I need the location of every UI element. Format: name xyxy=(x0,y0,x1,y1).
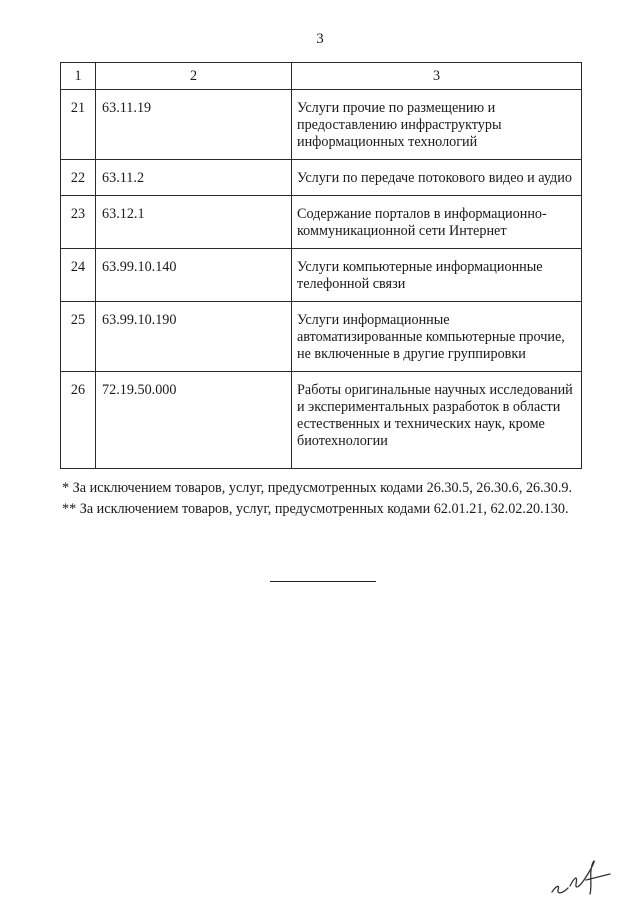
row-code: 63.99.10.190 xyxy=(96,302,292,372)
row-code: 72.19.50.000 xyxy=(96,372,292,469)
row-code: 63.11.19 xyxy=(96,90,292,160)
row-name: Содержание порталов в информационно-коммуникационной сети Интернет xyxy=(292,196,582,249)
table-row xyxy=(61,249,582,302)
row-code: 63.99.10.140 xyxy=(96,249,292,302)
row-name: Услуги по передаче потокового видео и аудио xyxy=(292,160,582,196)
separator-line xyxy=(270,581,376,582)
table-row xyxy=(61,302,582,372)
row-code: 63.11.2 xyxy=(96,160,292,196)
row-number: 25 xyxy=(61,302,96,372)
row-name: Услуги компьютерные информационные телефонной связи xyxy=(292,249,582,302)
footnote-1: * За исключением товаров, услуг, предусмотренных кодами 26.30.5, 26.30.6, 26.30.9. xyxy=(62,480,573,496)
row-name: Услуги прочие по размещению и предоставлению инфраструктуры информационных технологий xyxy=(292,90,582,160)
row-number: 22 xyxy=(61,160,96,196)
page-number: 3 xyxy=(316,31,324,47)
table-header-row xyxy=(61,63,582,90)
table-row xyxy=(61,160,582,196)
services-table xyxy=(60,62,582,469)
signature-icon xyxy=(548,856,618,898)
header-col-2: 2 xyxy=(96,63,292,90)
row-name: Услуги информационные автоматизированные компьютерные прочие, не включенные в другие группировки xyxy=(292,302,582,372)
row-code: 63.12.1 xyxy=(96,196,292,249)
table-row xyxy=(61,372,582,469)
row-number: 21 xyxy=(61,90,96,160)
row-number: 23 xyxy=(61,196,96,249)
footnote-2: ** За исключением товаров, услуг, предусмотренных кодами 62.01.21, 62.02.20.130. xyxy=(62,501,569,517)
table-row xyxy=(61,196,582,249)
header-col-1: 1 xyxy=(61,63,96,90)
table-row xyxy=(61,90,582,160)
row-name: Работы оригинальные научных исследований и экспериментальных разработок в области естественных и технических наук, кроме биотехнологии xyxy=(292,372,582,469)
row-number: 24 xyxy=(61,249,96,302)
row-number: 26 xyxy=(61,372,96,469)
footnotes xyxy=(62,479,582,521)
header-col-3: 3 xyxy=(292,63,582,90)
